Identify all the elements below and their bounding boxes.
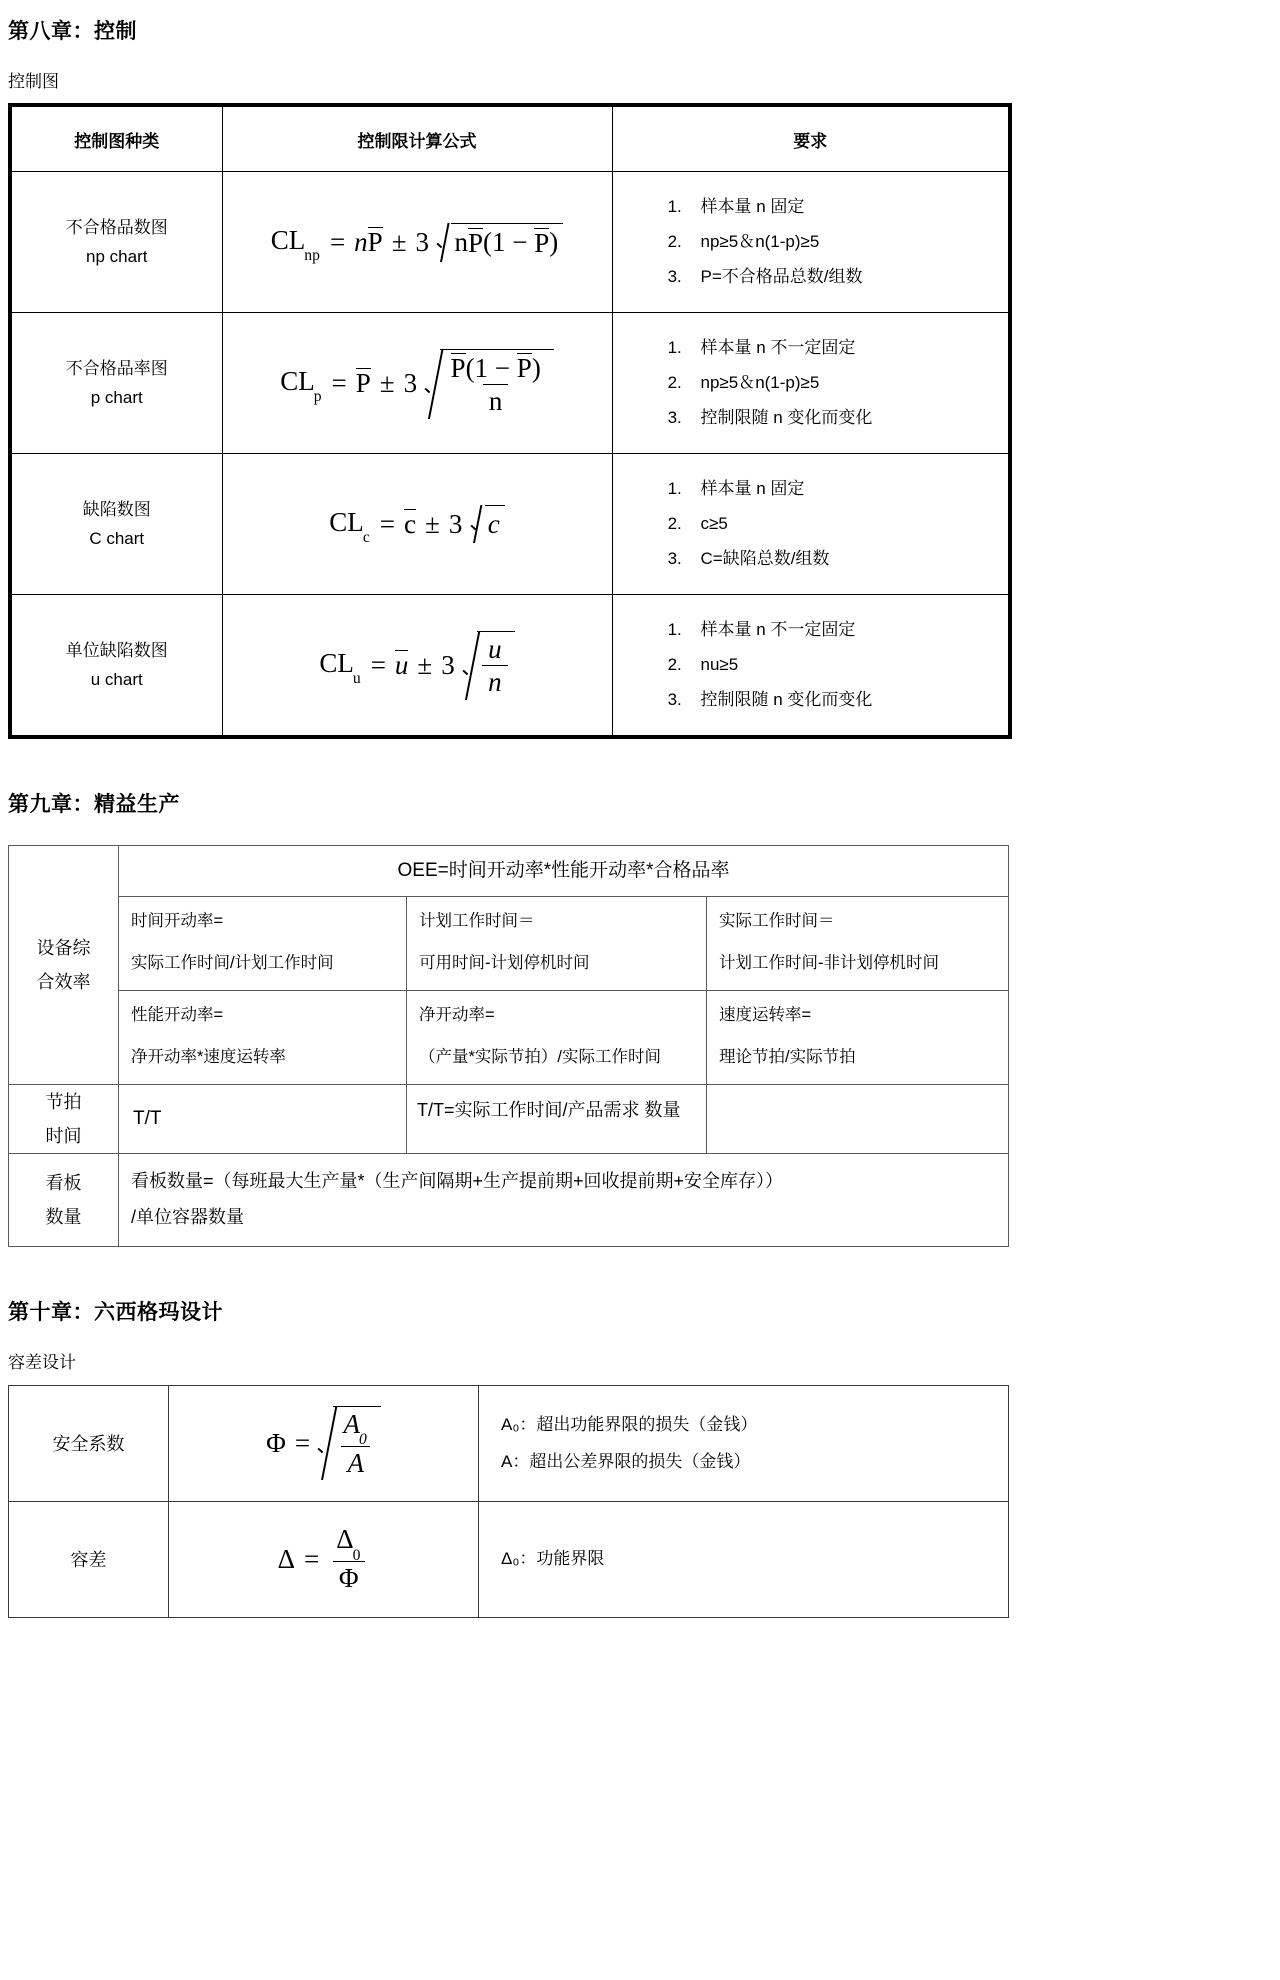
rowhead-kanban [9,1154,119,1247]
chart-kind-np-en: np chart [86,247,148,267]
cell-value: 净开动率*速度运转率 [131,1048,286,1067]
kanban-formula-l2: /单位容器数量 [131,1207,245,1228]
table-row [9,1154,1009,1247]
formula-p-math: $CL_p$ = P ± 3 $\frac{P(1 - P)}{n}$ [280,349,554,419]
takt-definition-l2: 数量 [644,1099,681,1120]
chapter8-title: 第八章：控制 [8,20,137,43]
tolerance-row-name-safety-factor: 安全系数 [9,1385,169,1501]
chart-kind-c-en: C chart [89,529,145,549]
lean-production-table [8,845,1009,1247]
rowhead-oee [9,845,119,1084]
formula-u-math: $CL_u$ = u ± 3 $\frac{u}{n}$ [319,631,514,700]
requirement-item: 1. 样本量 n 不一定固定 [687,331,1009,366]
takt-abbrev: T/T [119,1084,407,1153]
cell-label: 实际工作时间＝ [719,911,835,930]
chart-kind-p [10,313,222,454]
desc-line: A₀：超出功能界限的损失（金钱） [501,1414,758,1434]
col-header-formula: 控制限计算公式 [222,105,612,172]
chart-kind-p-en: p chart [90,388,143,408]
tolerance-design-table [8,1385,1009,1618]
requirements-p [612,313,1010,454]
chart-kind-u-cn: 单位缺陷数图 [65,640,168,660]
cell-speed-rate [707,990,1009,1084]
table-row [9,1385,1009,1501]
formula-u [222,595,612,738]
takt-empty-cell [707,1084,1009,1153]
formula-p [222,313,612,454]
table-row [10,172,1010,313]
chart-kind-u-en: u chart [90,670,143,690]
desc-tolerance [479,1501,1009,1617]
control-chart-table [8,103,1012,739]
takt-definition-l1: T/T=实际工作时间/产品需求 [417,1099,640,1120]
rowhead-takt-time [9,1084,119,1153]
requirement-item: 2. c≥5 [687,507,1009,542]
requirement-item: 3. 控制限随 n 变化而变化 [687,683,1009,718]
rowhead-kanban-l1: 看板 [45,1172,82,1193]
rowhead-takt-l2: 时间 [45,1125,82,1146]
table-row [9,1084,1009,1153]
kanban-formula-l1: 看板数量=（每班最大生产量*（生产间隔期+生产提前期+回收提前期+安全库存）） [131,1171,784,1192]
takt-definition [407,1084,707,1153]
rowhead-oee-l2: 合效率 [36,971,91,992]
table-header-row [10,105,1010,172]
table-row [10,313,1010,454]
chapter8-section-label: 控制图 [8,72,59,92]
formula-tolerance [169,1501,479,1617]
formula-np-math: $CL_{np}$ = nP ± 3 n P (1 − P ) [271,223,563,262]
cell-label: 净开动率= [419,1005,495,1024]
formula-safety-factor-math: Φ = $\frac{A_0}{A}$ [266,1406,381,1480]
col-header-kind: 控制图种类 [10,105,222,172]
chart-kind-c-cn: 缺陷数图 [82,499,151,519]
rowhead-oee-l1: 设备综 [36,937,91,958]
requirement-item: 2. np≥5＆n(1-p)≥5 [687,225,1009,260]
col-header-requirement: 要求 [612,105,1010,172]
oee-formula-title: OEE=时间开动率*性能开动率*合格品率 [119,845,1009,896]
table-row [10,454,1010,595]
requirement-item: 3. C=缺陷总数/组数 [687,542,1009,577]
cell-value: 理论节拍/实际节拍 [719,1048,856,1067]
formula-safety-factor [169,1385,479,1501]
requirements-c [612,454,1010,595]
formula-tolerance-math: Δ = $\frac{\Delta_0}{\Phi}$ [278,1525,370,1592]
requirement-item: 1. 样本量 n 固定 [687,472,1009,507]
cell-value: 计划工作时间-非计划停机时间 [719,954,939,973]
cell-label: 计划工作时间＝ [419,911,535,930]
spacer [8,739,1010,783]
chart-kind-c [10,454,222,595]
requirement-item: 1. 样本量 n 不一定固定 [687,613,1009,648]
chart-kind-p-cn: 不合格品率图 [65,358,168,378]
formula-c-math: $CL_c$ = c ± 3 c [329,505,504,543]
table-row [10,595,1010,738]
rowhead-kanban-l2: 数量 [45,1207,82,1228]
table-row [9,990,1009,1084]
cell-time-availability [119,896,407,990]
cell-performance-rate [119,990,407,1084]
rowhead-takt-l1: 节拍 [45,1091,82,1112]
table-row [9,1501,1009,1617]
desc-safety-factor [479,1385,1009,1501]
spacer [8,819,1010,845]
table-row [9,896,1009,990]
cell-net-operating-rate [407,990,707,1084]
requirement-item: 3. 控制限随 n 变化而变化 [687,401,1009,436]
cell-value: （产量*实际节拍）/实际工作时间 [419,1048,662,1067]
cell-label: 时间开动率= [131,911,224,930]
cell-planned-worktime [407,896,707,990]
requirement-item: 1. 样本量 n 固定 [687,190,1009,225]
requirement-item: 2. nu≥5 [687,648,1009,683]
requirement-item: 3. P=不合格品总数/组数 [687,260,1009,295]
requirements-np [612,172,1010,313]
table-row [9,845,1009,896]
cell-label: 速度运转率= [719,1005,812,1024]
chapter10-section-label: 容差设计 [8,1353,76,1373]
chart-kind-np [10,172,222,313]
requirements-u [612,595,1010,738]
formula-np [222,172,612,313]
requirement-item: 2. np≥5＆n(1-p)≥5 [687,366,1009,401]
cell-label: 性能开动率= [131,1005,224,1024]
tolerance-row-name-tolerance: 容差 [9,1501,169,1617]
chapter9-title: 第九章：精益生产 [8,793,180,817]
kanban-formula [119,1154,1009,1247]
desc-line: A：超出公差界限的损失（金钱） [501,1452,751,1472]
chart-kind-np-cn: 不合格品数图 [65,217,168,237]
cell-actual-worktime [707,896,1009,990]
cell-value: 可用时间-计划停机时间 [419,954,590,973]
cell-value: 实际工作时间/计划工作时间 [131,954,334,973]
chapter10-title: 第十章：六西格玛设计 [8,1301,223,1325]
spacer [8,1247,1010,1291]
desc-line: Δ₀：功能界限 [501,1549,605,1569]
formula-c [222,454,612,595]
chart-kind-u [10,595,222,738]
